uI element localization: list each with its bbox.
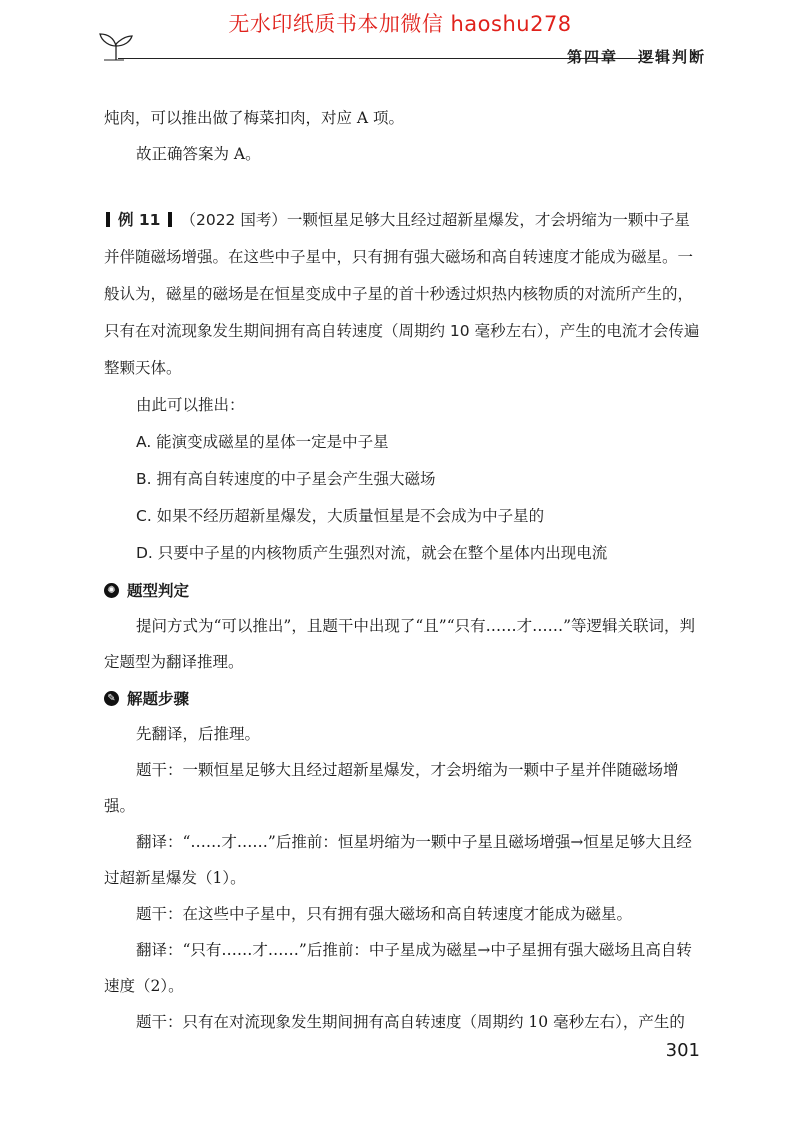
example-body: （2022 国考）一颗恒星足够大且经过超新星爆发，才会坍缩为一颗中子星并伴随磁场增强。在这些中子星中，只有拥有强大磁场和高自转速度才能成为磁星。一般认为，磁星的磁场是在恒星变成中子星的首十秒透过炽热内核物质的对流所产生的，只有在对流现象发生期间拥有高自转速度（周期约 10 毫秒左右），产生的电流才会传遍整颗天体。 — [104, 211, 700, 377]
example-text — [104, 202, 702, 387]
page-content — [104, 100, 702, 1040]
pen-icon: ✎ — [104, 691, 119, 706]
section-steps-heading — [104, 680, 702, 716]
section-steps-title: 解题步骤 — [127, 690, 190, 708]
option-c: C. 如果不经历超新星爆发，大质量恒星是不会成为中子星的 — [136, 507, 545, 525]
step-line: 翻译：“只有……才……”后推前：中子星成为磁星→中子星拥有强大磁场且高自转速度（2）。 — [104, 941, 692, 995]
step-line: 先翻译，后推理。 — [136, 725, 261, 743]
intro-answer: 故正确答案为 A。 — [136, 145, 261, 163]
option-a: A. 能演变成磁星的星体一定是中子星 — [136, 433, 389, 451]
chapter-section: 逻辑判断 — [637, 48, 706, 66]
page-number: 301 — [665, 1040, 700, 1061]
chapter-title — [567, 46, 706, 67]
section-type-text: 提问方式为“可以推出”，且题干中出现了“且”“只有……才……”等逻辑关联词，判定题型为翻译推理。 — [104, 617, 696, 671]
step-line: 题干：只有在对流现象发生期间拥有高自转速度（周期约 10 毫秒左右），产生的 — [136, 1013, 685, 1031]
step-line: 翻译：“……才……”后推前：恒星坍缩为一颗中子星且磁场增强→恒星足够大且经过超新星爆发（1）。 — [104, 833, 692, 887]
section-type-title: 题型判定 — [127, 582, 190, 600]
example-block — [104, 202, 702, 572]
page-header — [96, 26, 706, 66]
watermark-text: 无水印纸质书本加微信 haoshu278 — [228, 12, 572, 36]
step-line: 题干：一颗恒星足够大且经过超新星爆发，才会坍缩为一颗中子星并伴随磁场增强。 — [104, 761, 679, 815]
chapter-number: 第四章 — [566, 48, 618, 66]
section-type-heading — [104, 572, 702, 608]
example-label: 例 11 — [118, 211, 161, 229]
gear-icon: ✺ — [104, 583, 119, 598]
step-line: 题干：在这些中子星中，只有拥有强大磁场和高自转速度才能成为磁星。 — [136, 905, 633, 923]
option-d: D. 只要中子星的内核物质产生强烈对流，就会在整个星体内出现电流 — [136, 544, 608, 562]
option-b: B. 拥有高自转速度的中子星会产生强大磁场 — [136, 470, 436, 488]
intro-line: 炖肉，可以推出做了梅菜扣肉，对应 A 项。 — [104, 109, 405, 127]
example-question: 由此可以推出： — [136, 396, 245, 414]
